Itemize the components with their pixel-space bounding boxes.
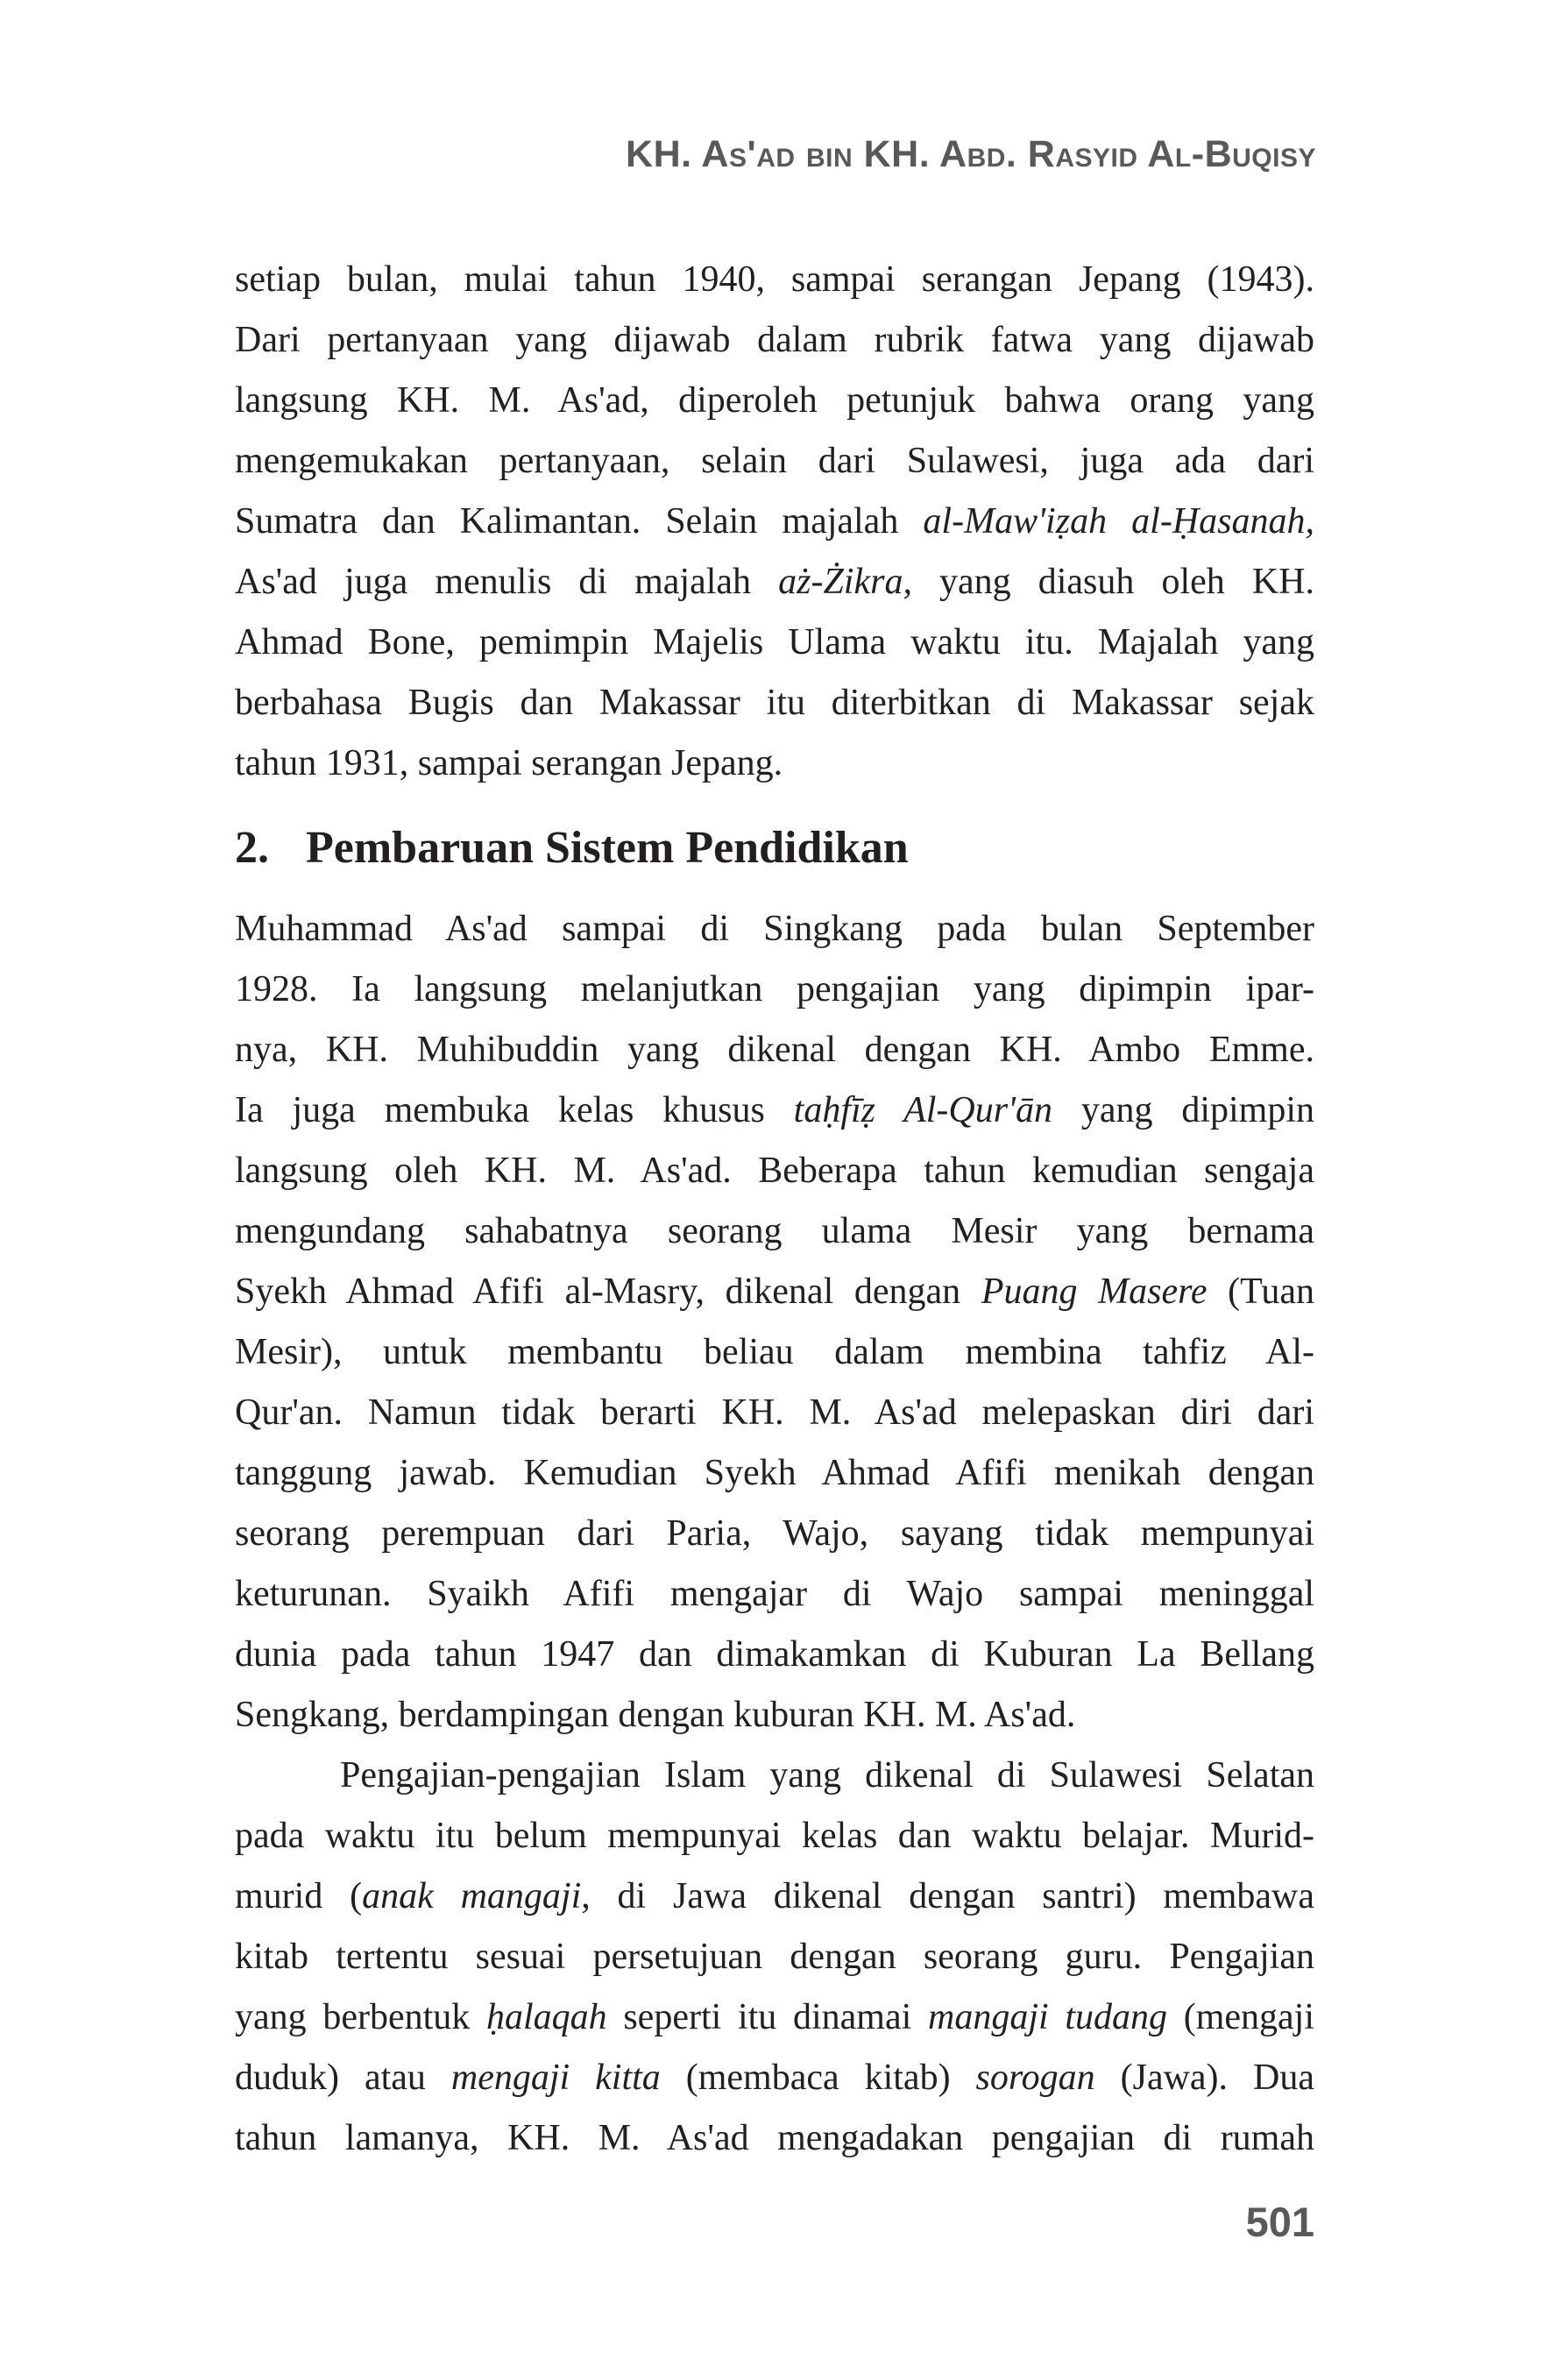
text-run: tanggung jawab. Kemudian Syekh Ahmad Afifi menikah dengan: [235, 1453, 1314, 1493]
section-heading: [235, 820, 1314, 876]
paragraph: [235, 250, 1314, 794]
text-line: [235, 1746, 1314, 1806]
text-line: [235, 1564, 1314, 1625]
text-line: [235, 1987, 1314, 2048]
text-line: [235, 1625, 1314, 1685]
text-run: dunia pada tahun 1947 dan dimakamkan di Kuburan La Bellang: [235, 1634, 1314, 1675]
text-run: keturunan. Syaikh Afifi mengajar di Wajo sampai meninggal: [235, 1574, 1314, 1614]
text-line: [235, 733, 1314, 794]
text-line: [235, 613, 1314, 673]
text-line: [235, 1443, 1314, 1504]
text-run: langsung oleh KH. M. As'ad. Beberapa tahun kemudian sengaja: [235, 1151, 1314, 1191]
text-run: Ia juga membuka kelas khusus: [235, 1090, 794, 1130]
text-line: [235, 492, 1314, 552]
text-run: Sengkang, berdampingan dengan kuburan KH. M. As'ad.: [235, 1695, 1076, 1735]
text-line: [235, 673, 1314, 733]
text-run: murid (: [235, 1876, 363, 1916]
italic-text-run: mengaji kitta: [450, 2058, 661, 2098]
text-run: Ahmad Bone, pemimpin Majelis Ulama waktu itu. Majalah yang: [235, 622, 1314, 662]
text-run: langsung KH. M. As'ad, diperoleh petunjuk bahwa orang yang: [235, 380, 1314, 421]
paragraph: [235, 899, 1314, 1746]
text-line: [235, 1685, 1314, 1746]
text-run: , di Jawa dikenal dengan santri) membawa: [581, 1876, 1314, 1916]
text-line: [235, 899, 1314, 960]
text-run: (mengaji: [1167, 1997, 1314, 2037]
text-run: Qur'an. Namun tidak berarti KH. M. As'ad melepaskan diri dari: [235, 1392, 1314, 1433]
text-run: Sumatra dan Kalimantan. Selain majalah: [235, 501, 924, 542]
text-run: kitab tertentu sesuai persetujuan dengan seorang guru. Pengajian: [235, 1937, 1314, 1977]
text-line: [235, 1927, 1314, 1987]
text-run: (Tuan: [1207, 1271, 1314, 1312]
text-line: [235, 1020, 1314, 1080]
page-number: 501: [1245, 2199, 1314, 2245]
text-line: [235, 1080, 1314, 1141]
text-line: [235, 552, 1314, 613]
text-line: [235, 1201, 1314, 1262]
text-line: [235, 2048, 1314, 2108]
text-line: [235, 1806, 1314, 1866]
text-run: tahun lamanya, KH. M. As'ad mengadakan pengajian di rumah: [235, 2118, 1314, 2158]
text-line: [235, 431, 1314, 492]
text-line: [235, 1866, 1314, 1927]
text-run: seorang perempuan dari Paria, Wajo, sayang tidak mempunyai: [235, 1513, 1314, 1554]
text-run: (membaca kitab): [660, 2058, 976, 2098]
text-run: mengemukakan pertanyaan, selain dari Sulawesi, juga ada dari: [235, 441, 1314, 481]
text-run: Dari pertanyaan yang dijawab dalam rubrik fatwa yang dijawab: [235, 320, 1314, 360]
text-line: [235, 1262, 1314, 1322]
text-run: Mesir), untuk membantu beliau dalam membina tahfiz Al-: [235, 1332, 1314, 1372]
italic-text-run: al-Maw'iẓah al-Ḥasanah,: [923, 501, 1314, 542]
text-run: (Jawa). Dua: [1094, 2058, 1314, 2098]
text-run: nya, KH. Muhibuddin yang dikenal dengan KH. Ambo Emme.: [235, 1030, 1314, 1070]
text-run: 1928. Ia langsung melanjutkan pengajian yang dipimpin ipar-: [235, 969, 1314, 1009]
text-line: [235, 1322, 1314, 1383]
text-run: seperti itu dinamai: [606, 1997, 928, 2037]
italic-text-run: ḥalaqah: [485, 1997, 607, 2037]
text-run: Pengajian-pengajian Islam yang dikenal di Sulawesi Selatan: [340, 1755, 1314, 1796]
text-run: pada waktu itu belum mempunyai kelas dan waktu belajar. Murid-: [235, 1816, 1314, 1856]
text-line: [235, 960, 1314, 1020]
text-run: Muhammad As'ad sampai di Singkang pada bulan September: [235, 909, 1314, 949]
text-run: mengundang sahabatnya seorang ulama Mesir yang bernama: [235, 1211, 1314, 1251]
text-run: Syekh Ahmad Afifi al-Masry, dikenal dengan: [235, 1271, 981, 1312]
section-heading-number: 2.: [235, 823, 269, 873]
content: [235, 250, 1314, 2169]
paragraph: [235, 1746, 1314, 2169]
italic-text-run: anak mangaji: [362, 1876, 582, 1916]
text-line: [235, 1141, 1314, 1201]
text-run: yang diasuh oleh KH.: [911, 562, 1314, 602]
text-run: As'ad juga menulis di majalah: [235, 562, 779, 602]
running-header: KH. As'ad bin KH. Abd. Rasyid Al-Buqisy: [626, 133, 1316, 175]
text-run: setiap bulan, mulai tahun 1940, sampai serangan Jepang (1943).: [235, 259, 1314, 300]
section-heading-label: Pembaruan Sistem Pendidikan: [306, 823, 909, 873]
text-run: tahun 1931, sampai serangan Jepang.: [235, 743, 783, 783]
italic-text-run: sorogan: [975, 2058, 1095, 2098]
text-line: [235, 2108, 1314, 2169]
text-line: [235, 1383, 1314, 1443]
text-run: berbahasa Bugis dan Makassar itu diterbitkan di Makassar sejak: [235, 683, 1314, 723]
italic-text-run: Puang Masere: [981, 1271, 1208, 1312]
text-run: yang berbentuk: [235, 1997, 486, 2037]
italic-text-run: aż-Żikra,: [778, 562, 912, 602]
text-line: [235, 371, 1314, 431]
text-line: [235, 250, 1314, 310]
text-line: [235, 310, 1314, 371]
text-line: [235, 1504, 1314, 1564]
text-run: duduk) atau: [235, 2058, 451, 2098]
italic-text-run: taḥfīẓ Al-Qur'ān: [793, 1090, 1053, 1130]
italic-text-run: mangaji tudang: [927, 1997, 1168, 2037]
text-run: yang dipimpin: [1052, 1090, 1314, 1130]
